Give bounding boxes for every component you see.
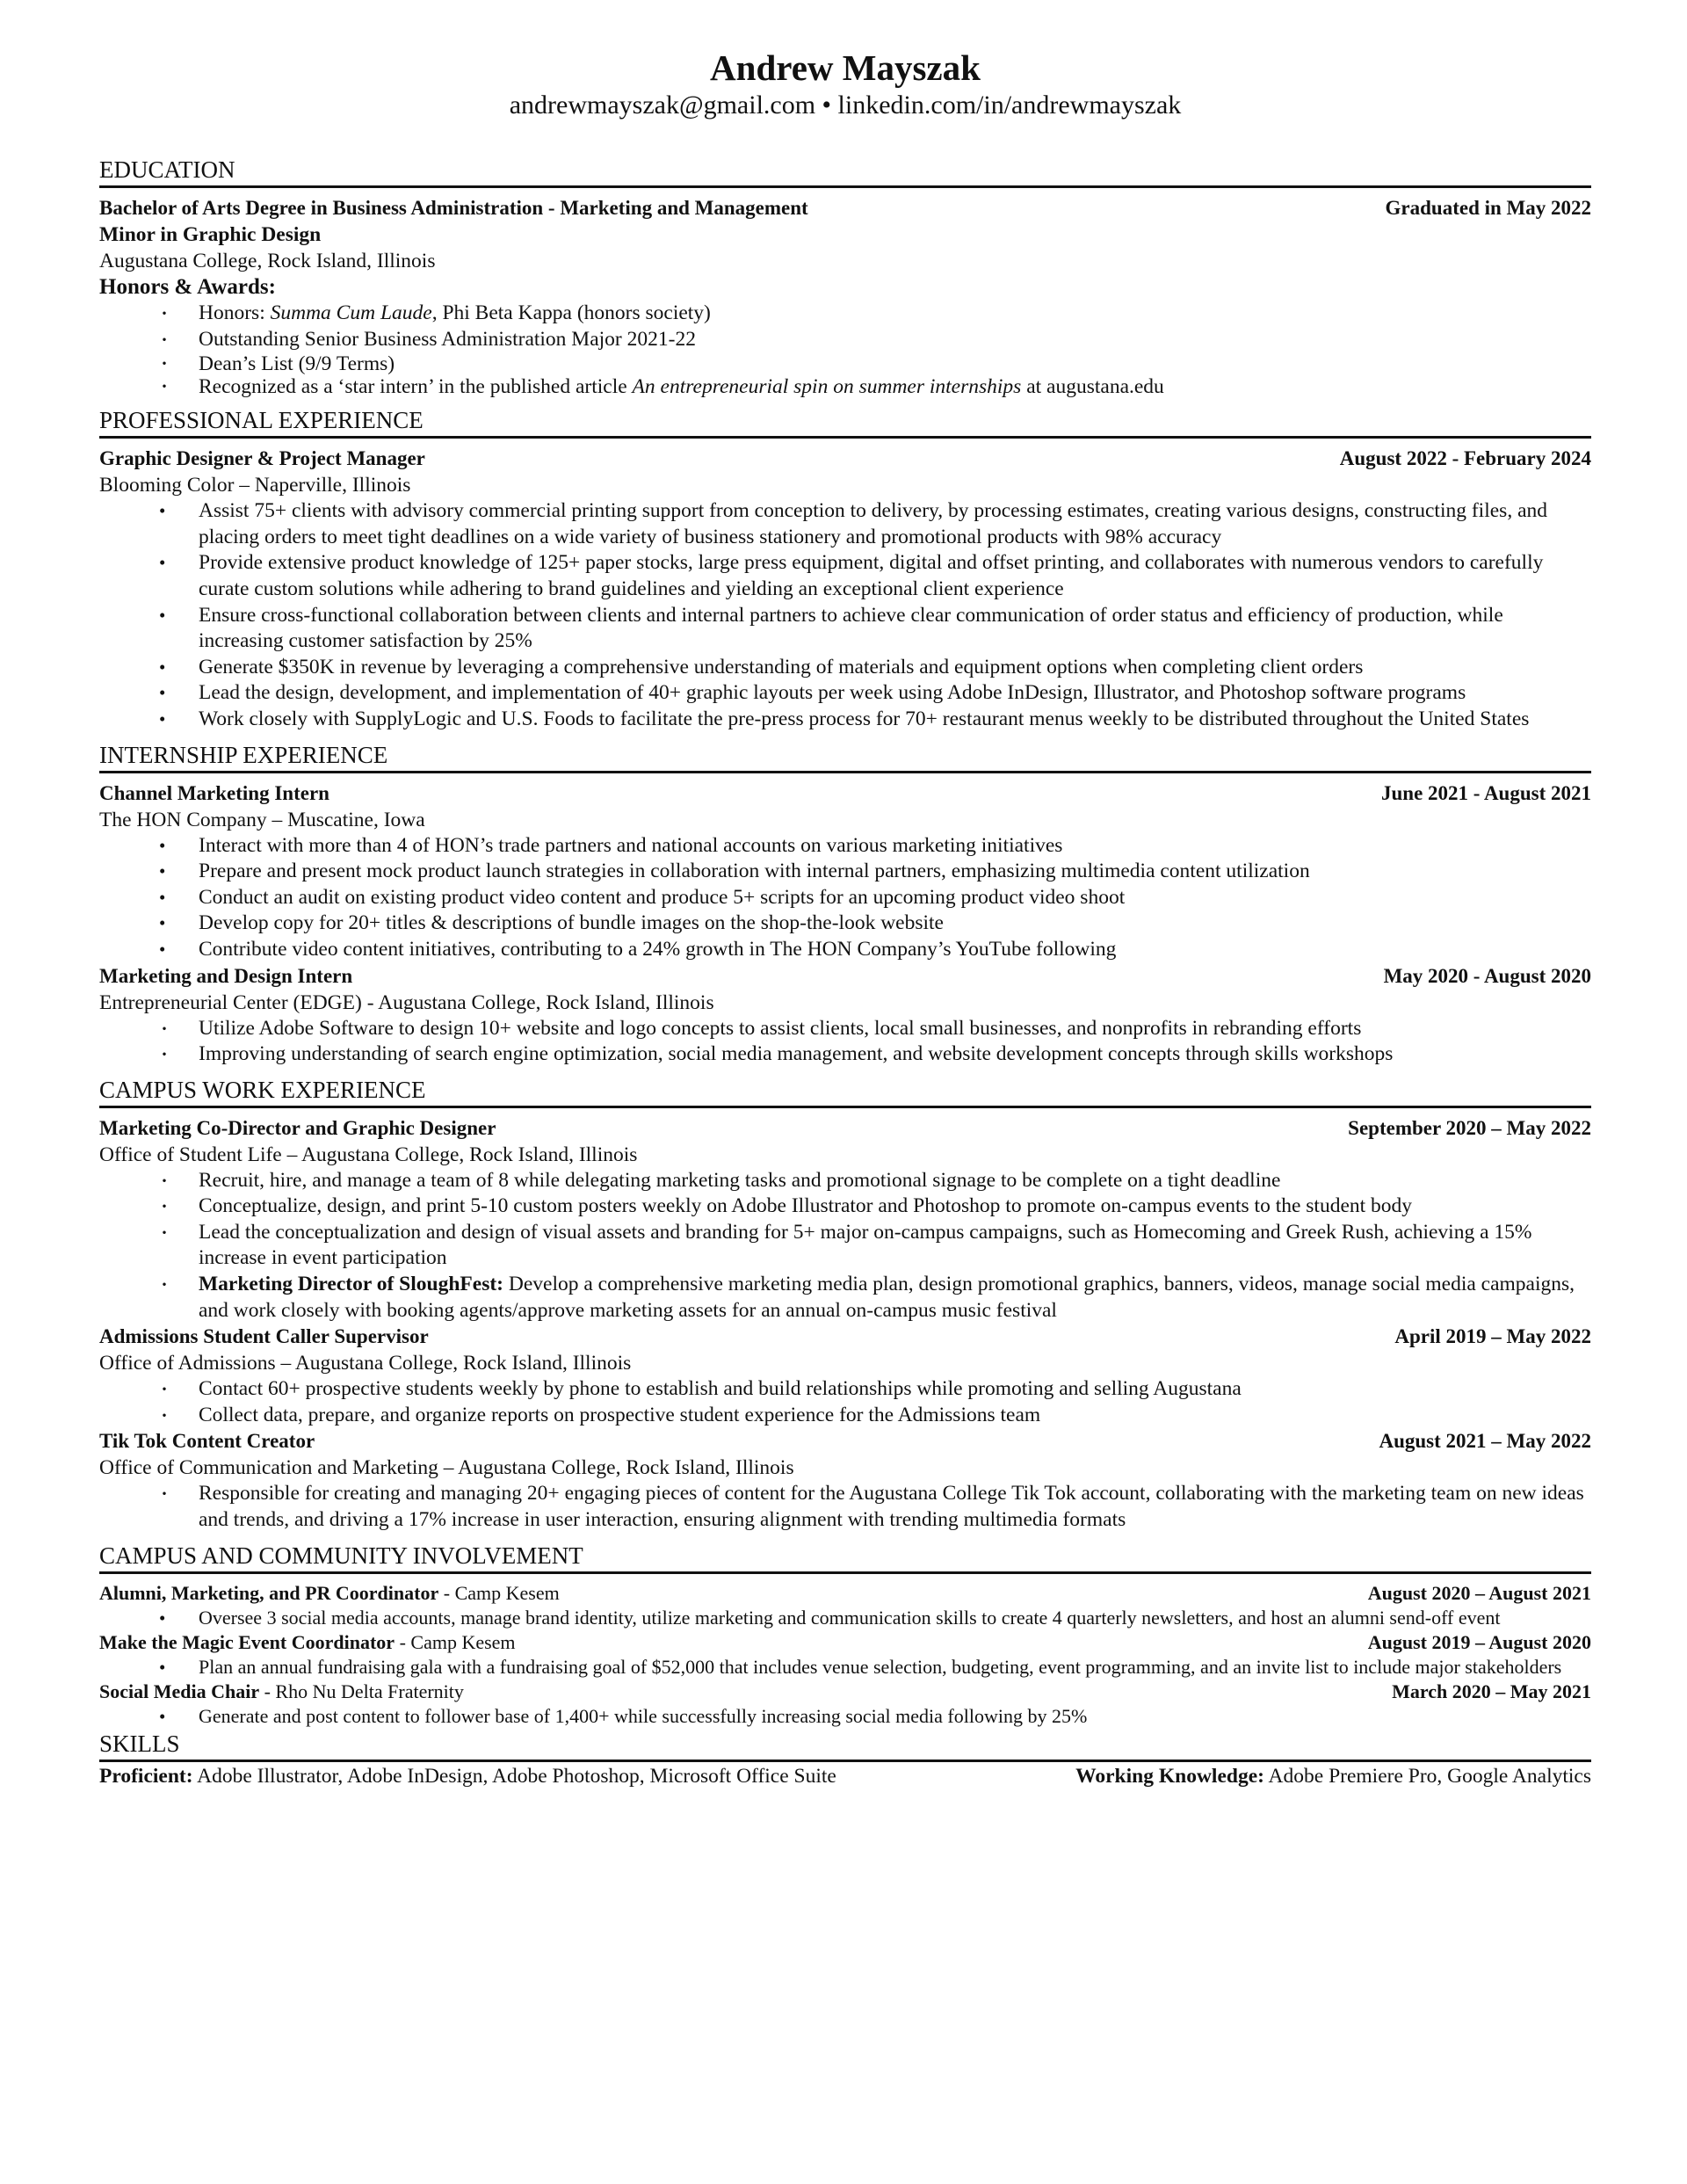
job-bullets [99, 1481, 1591, 1533]
job-role: Admissions Student Caller Supervisor [99, 1325, 429, 1348]
list-item: · Improving understanding of search engine optimization, social media management, and website development concepts through skills workshops [199, 1041, 1591, 1068]
job-role: Graphic Designer & Project Manager [99, 447, 425, 470]
job-bullets [99, 1168, 1591, 1324]
honors-list [99, 301, 1591, 398]
list-item: • Interact with more than 4 of HON’s trade partners and national accounts on various marketing initiatives [199, 833, 1591, 860]
job-row [99, 446, 1591, 472]
list-item: · Dean’s List (9/9 Terms) [199, 352, 1591, 375]
involvement-row [99, 1581, 1591, 1606]
section-title-professional: PROFESSIONAL EXPERIENCE [99, 405, 1591, 439]
job-role: Marketing and Design Intern [99, 964, 353, 987]
job-org: Blooming Color – Naperville, Illinois [99, 474, 411, 497]
section-title-involvement: CAMPUS AND COMMUNITY INVOLVEMENT [99, 1541, 1591, 1574]
list-item: • Plan an annual fundraising gala with a fundraising goal of $52,000 that includes venue selection, budgeting, event programming, and an invite list to include major stakeholders [199, 1655, 1591, 1680]
involvement-bullets [99, 1606, 1591, 1630]
list-item: • Generate and post content to follower base of 1,400+ while successfully increasing social media following by 25% [199, 1704, 1591, 1729]
list-item: · Recruit, hire, and manage a team of 8 while delegating marketing tasks and promotional signage to be complete on a tight deadline [199, 1168, 1591, 1194]
job-date: April 2019 – May 2022 [1394, 1325, 1591, 1348]
list-item: • Conduct an audit on existing product video content and produce 5+ scripts for an upcoming product video shoot [199, 885, 1591, 911]
job-org: Office of Student Life – Augustana College, Rock Island, Illinois [99, 1143, 638, 1166]
involvement-role: Alumni, Marketing, and PR Coordinator [99, 1581, 439, 1604]
job-row [99, 963, 1591, 990]
job-org: Office of Communication and Marketing – Augustana College, Rock Island, Illinois [99, 1456, 794, 1480]
contact-line: andrewmayszak@gmail.com • linkedin.com/in/andrewmayszak [509, 91, 1182, 120]
list-item: · Utilize Adobe Software to design 10+ website and logo concepts to assist clients, local small businesses, and nonprofits in rebranding efforts [199, 1016, 1591, 1042]
job-bullets [99, 498, 1591, 732]
job-org: Office of Admissions – Augustana College, Rock Island, Illinois [99, 1352, 632, 1375]
involvement-date: August 2019 – August 2020 [1367, 1630, 1591, 1653]
list-item: · Outstanding Senior Business Administration Major 2021-22 [199, 327, 1591, 353]
resume-header [99, 46, 1591, 121]
skills-row [99, 1762, 1591, 1790]
list-item: · Contact 60+ prospective students weekly by phone to establish and build relationships while promoting and selling Augustana [199, 1376, 1591, 1403]
list-item: · Honors: Summa Cum Laude, Phi Beta Kappa (honors society) [199, 301, 1591, 327]
job-role: Tik Tok Content Creator [99, 1430, 315, 1453]
list-item: • Lead the design, development, and implementation of 40+ graphic layouts per week using Adobe InDesign, Illustrator, and Photoshop software programs [199, 680, 1591, 707]
list-item: • Work closely with SupplyLogic and U.S. Foods to facilitate the pre-press process for 70+ restaurant menus weekly to be distributed throughout the United States [199, 707, 1591, 733]
job-date: August 2022 - February 2024 [1339, 447, 1591, 470]
section-title-education: EDUCATION [99, 155, 1591, 188]
degree-date: Graduated in May 2022 [1385, 197, 1591, 219]
list-item: • Ensure cross-functional collaboration between clients and internal partners to achieve clear communication of order status and efficiency of production, while increasing customer satisfaction by 25% [199, 603, 1591, 655]
school: Augustana College, Rock Island, Illinois [99, 250, 436, 272]
list-item: · Collect data, prepare, and organize reports on prospective student experience for the Admissions team [199, 1403, 1591, 1429]
involvement-bullets [99, 1704, 1591, 1729]
list-item: • Contribute video content initiatives, contributing to a 24% growth in The HON Company’s YouTube following [199, 937, 1591, 963]
degree-title: Bachelor of Arts Degree in Business Administration - Marketing and Management [99, 197, 808, 219]
involvement-row [99, 1630, 1591, 1655]
list-item: • Provide extensive product knowledge of 125+ paper stocks, large press equipment, digital and offset printing, and collaborates with numerous vendors to carefully curate custom solutions while adhering to brand guidelines and yielding an exceptional client experience [199, 550, 1591, 602]
job-row [99, 1115, 1591, 1142]
list-item: • Assist 75+ clients with advisory commercial printing support from conception to delivery, by processing estimates, creating various designs, constructing files, and placing orders to meet tight deadlines on a wide variety of business stationery and promotional products with 98% accuracy [199, 498, 1591, 550]
honors-heading: Honors & Awards: [99, 275, 276, 299]
job-bullets [99, 1016, 1591, 1068]
section-title-campus-work: CAMPUS WORK EXPERIENCE [99, 1075, 1591, 1108]
involvement-date: August 2020 – August 2021 [1367, 1581, 1591, 1604]
involvement-bullets [99, 1655, 1591, 1680]
minor: Minor in Graphic Design [99, 223, 322, 246]
job-row [99, 780, 1591, 807]
job-org: The HON Company – Muscatine, Iowa [99, 808, 425, 831]
involvement-row [99, 1680, 1591, 1704]
involvement-date: March 2020 – May 2021 [1392, 1680, 1591, 1702]
list-item: · Recognized as a ‘star intern’ in the published article An entrepreneurial spin on summer internships at augustana.edu [199, 375, 1591, 398]
job-date: June 2021 - August 2021 [1381, 781, 1591, 804]
candidate-name: Andrew Mayszak [710, 47, 981, 88]
resume-sheet [99, 46, 1591, 1790]
list-item: • Develop copy for 20+ titles & descriptions of bundle images on the shop-the-look website [199, 911, 1591, 937]
list-item: · Marketing Director of SloughFest: Develop a comprehensive marketing media plan, design promotional graphics, banners, videos, manage social media campaigns, and work closely with booking agents/approve marketing assets for an annual on-campus music festival [199, 1272, 1591, 1324]
involvement-role: Make the Magic Event Coordinator [99, 1630, 395, 1653]
job-bullets [99, 833, 1591, 963]
involvement-org: - Rho Nu Delta Fraternity [259, 1680, 464, 1702]
job-row [99, 1324, 1591, 1350]
skills-working: Working Knowledge: Adobe Premiere Pro, Google Analytics [1075, 1764, 1591, 1788]
job-date: May 2020 - August 2020 [1383, 964, 1591, 987]
job-org: Entrepreneurial Center (EDGE) - Augustana College, Rock Island, Illinois [99, 990, 714, 1014]
list-item: • Generate $350K in revenue by leveraging a comprehensive understanding of materials and equipment options when completing client orders [199, 655, 1591, 681]
involvement-list [99, 1581, 1591, 1729]
involvement-org: - Camp Kesem [395, 1630, 516, 1653]
list-item: · Lead the conceptualization and design of visual assets and branding for 5+ major on-campus campaigns, such as Homecoming and Greek Rush, achieving a 15% increase in event participation [199, 1220, 1591, 1272]
list-item: • Oversee 3 social media accounts, manage brand identity, utilize marketing and communication skills to create 4 quarterly newsletters, and host an alumni send-off event [199, 1606, 1591, 1630]
section-title-internship: INTERNSHIP EXPERIENCE [99, 740, 1591, 773]
degree-row [99, 195, 1591, 221]
involvement-org: - Camp Kesem [438, 1581, 560, 1604]
involvement-role: Social Media Chair [99, 1680, 260, 1702]
list-item: · Responsible for creating and managing 20+ engaging pieces of content for the Augustana College Tik Tok account, collaborating with the marketing team on new ideas and trends, and driving a 17% increase in user interaction, ensuring alignment with trending multimedia formats [199, 1481, 1591, 1533]
section-title-skills: SKILLS [99, 1729, 1591, 1762]
job-date: September 2020 – May 2022 [1348, 1116, 1591, 1139]
list-item: • Prepare and present mock product launch strategies in collaboration with internal partners, emphasizing multimedia content utilization [199, 859, 1591, 885]
skills-proficient: Proficient: Adobe Illustrator, Adobe InDesign, Adobe Photoshop, Microsoft Office Suite [99, 1764, 836, 1788]
list-item: · Conceptualize, design, and print 5-10 custom posters weekly on Adobe Illustrator and Photoshop to promote on-campus events to the student body [199, 1194, 1591, 1220]
job-role: Channel Marketing Intern [99, 781, 329, 804]
job-row [99, 1428, 1591, 1455]
job-date: August 2021 – May 2022 [1379, 1430, 1591, 1453]
job-bullets [99, 1376, 1591, 1428]
job-role: Marketing Co-Director and Graphic Designer [99, 1116, 496, 1139]
